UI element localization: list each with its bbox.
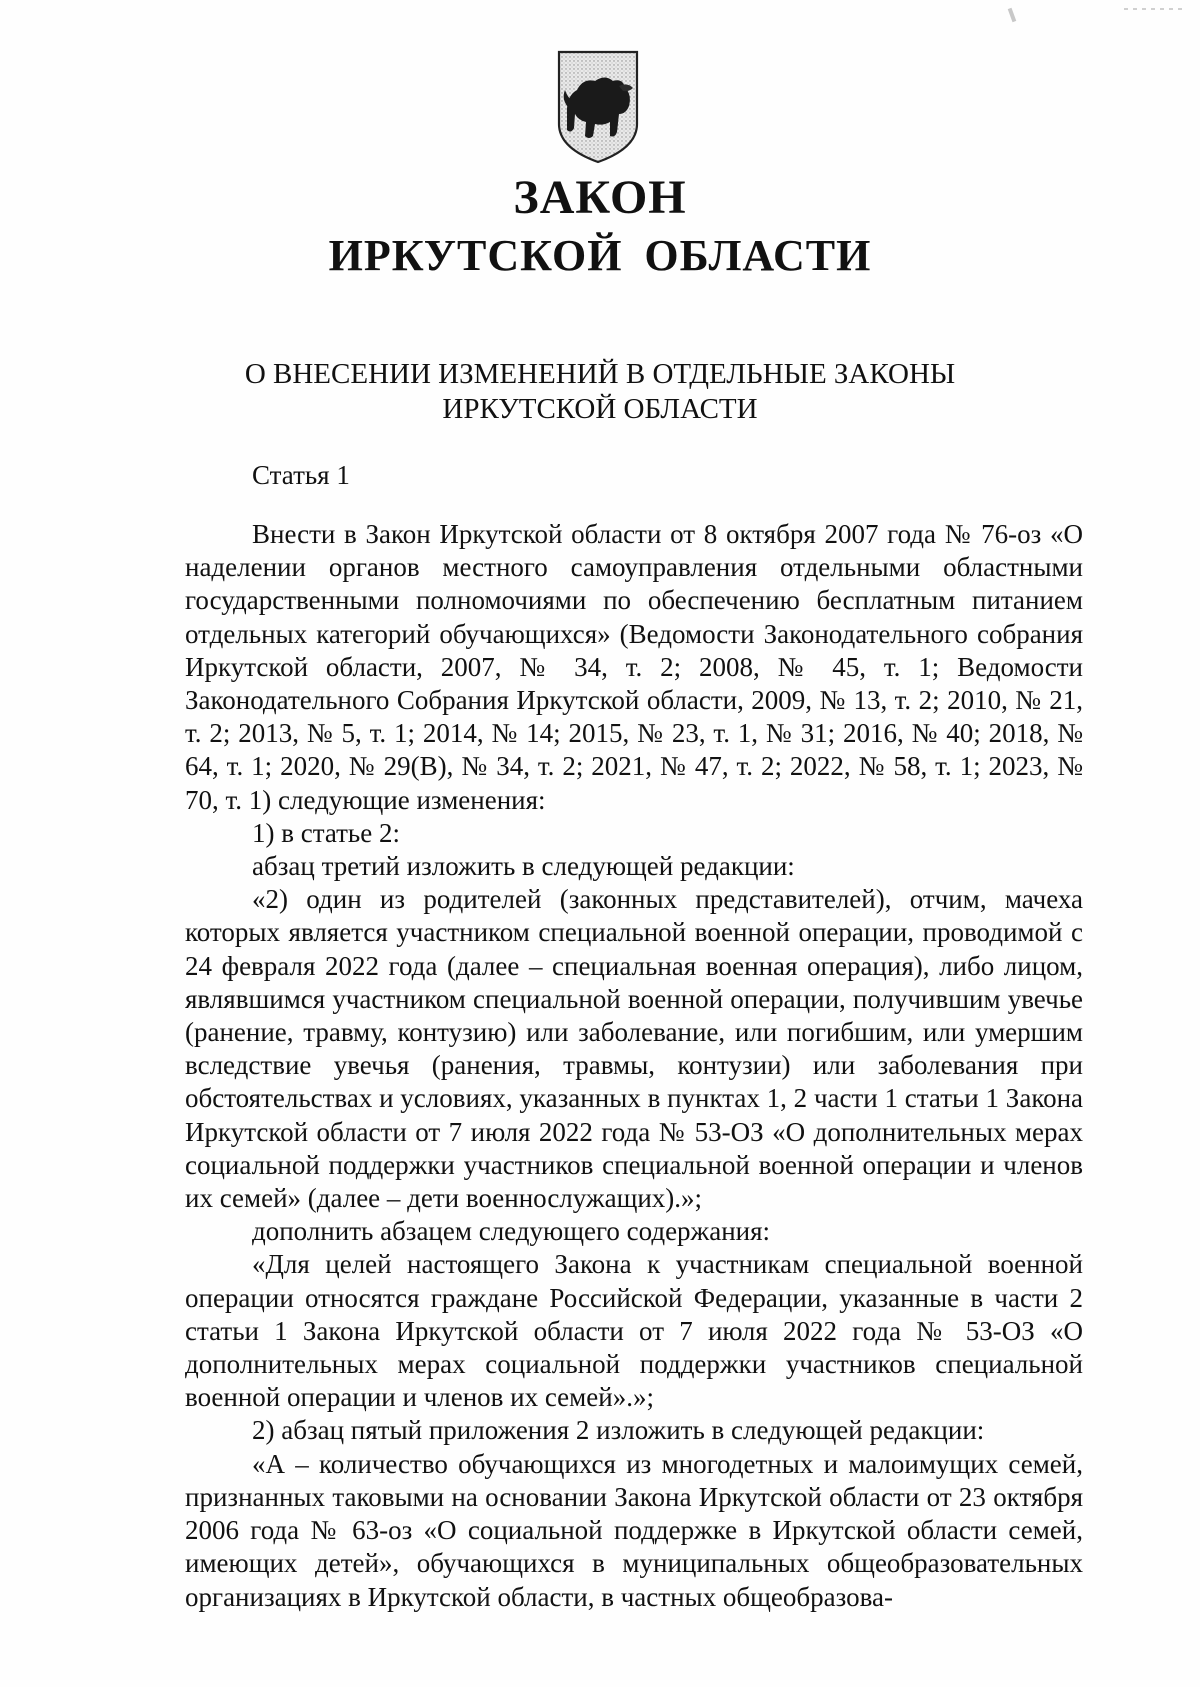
body-paragraph: «Для целей настоящего Закона к участникам специальной военной операции относятся граждане Российской Федерации, указанные в части 2 статьи 1 Закона Иркутской области от 7 июля 2022 года № 53-ОЗ «О дополнительных мерах социальной поддержки участников специальной военной операции и членов их семей».»; [185, 1249, 1083, 1413]
coat-of-arms-icon [553, 48, 643, 166]
body-paragraph: дополнить абзацем следующего содержания: [252, 1216, 771, 1247]
law-title: ЗАКОН [513, 171, 687, 224]
scan-artifact [1124, 8, 1184, 10]
body-paragraph: «А – количество обучающихся из многодетных и малоимущих семей, признанных таковыми на основании Закона Иркутской области от 23 октября 2006 года № 63-оз «О социальной поддержке в Иркутской области семей, имеющих детей», обучающихся в муниципальных общеобразовательных организациях в Иркутской области, в частных общеобразова- [185, 1448, 1083, 1612]
body-paragraph: «2) один из родителей (законных представителей), отчим, мачеха которых является участником специальной военной операции, проводимой с 24 февраля 2022 года (далее – специальная военная операция), либо лицом, являвшимся участником специальной военной операции, получившим увечье (ранение, травму, контузию) или заболевание, или погибшим, или умершим вследствие увечья (ранения, травмы, контузии) или заболевания при обстоятельствах и условиях, указанных в пунктах 1, 2 части 1 статьи 1 Закона Иркутской области от 7 июля 2022 года № 53-ОЗ «О дополнительных мерах социальной поддержки участников специальной военной операции и членов их семей» (далее – дети военнослужащих).»; [185, 884, 1083, 1214]
law-subject-line-2: ИРКУТСКОЙ ОБЛАСТИ [442, 393, 758, 425]
law-region-title: ИРКУТСКОЙ ОБЛАСТИ [328, 231, 872, 280]
scan-artifact [1008, 8, 1017, 23]
article-body [185, 518, 1083, 1614]
law-subject-line-1: О ВНЕСЕНИИ ИЗМЕНЕНИЙ В ОТДЕЛЬНЫЕ ЗАКОНЫ [244, 358, 956, 390]
body-paragraph: 2) абзац пятый приложения 2 изложить в следующей редакции: [252, 1415, 985, 1446]
body-paragraph: абзац третий изложить в следующей редакции: [252, 851, 795, 882]
article-heading: Статья 1 [252, 460, 350, 490]
body-paragraph: 1) в статье 2: [252, 817, 400, 848]
body-paragraph: Внести в Закон Иркутской области от 8 октября 2007 года № 76-оз «О наделении органов местного самоуправления отдельными областными государственными полномочиями по обеспечению бесплатным питанием отдельных категорий обучающихся» (Ведомости Законодательного собрания Иркутской области, 2007, № 34, т. 2; 2008, № 45, т. 1; Ведомости Законодательного Собрания Иркутской области, 2009, № 13, т. 2; 2010, № 21, т. 2; 2013, № 5, т. 1; 2014, № 14; 2015, № 23, т. 1, № 31; 2016, № 40; 2018, № 64, т. 1; 2020, № 29(В), № 34, т. 2; 2021, № 47, т. 2; 2022, № 58, т. 1; 2023, № 70, т. 1) следующие изменения: [185, 519, 1083, 815]
